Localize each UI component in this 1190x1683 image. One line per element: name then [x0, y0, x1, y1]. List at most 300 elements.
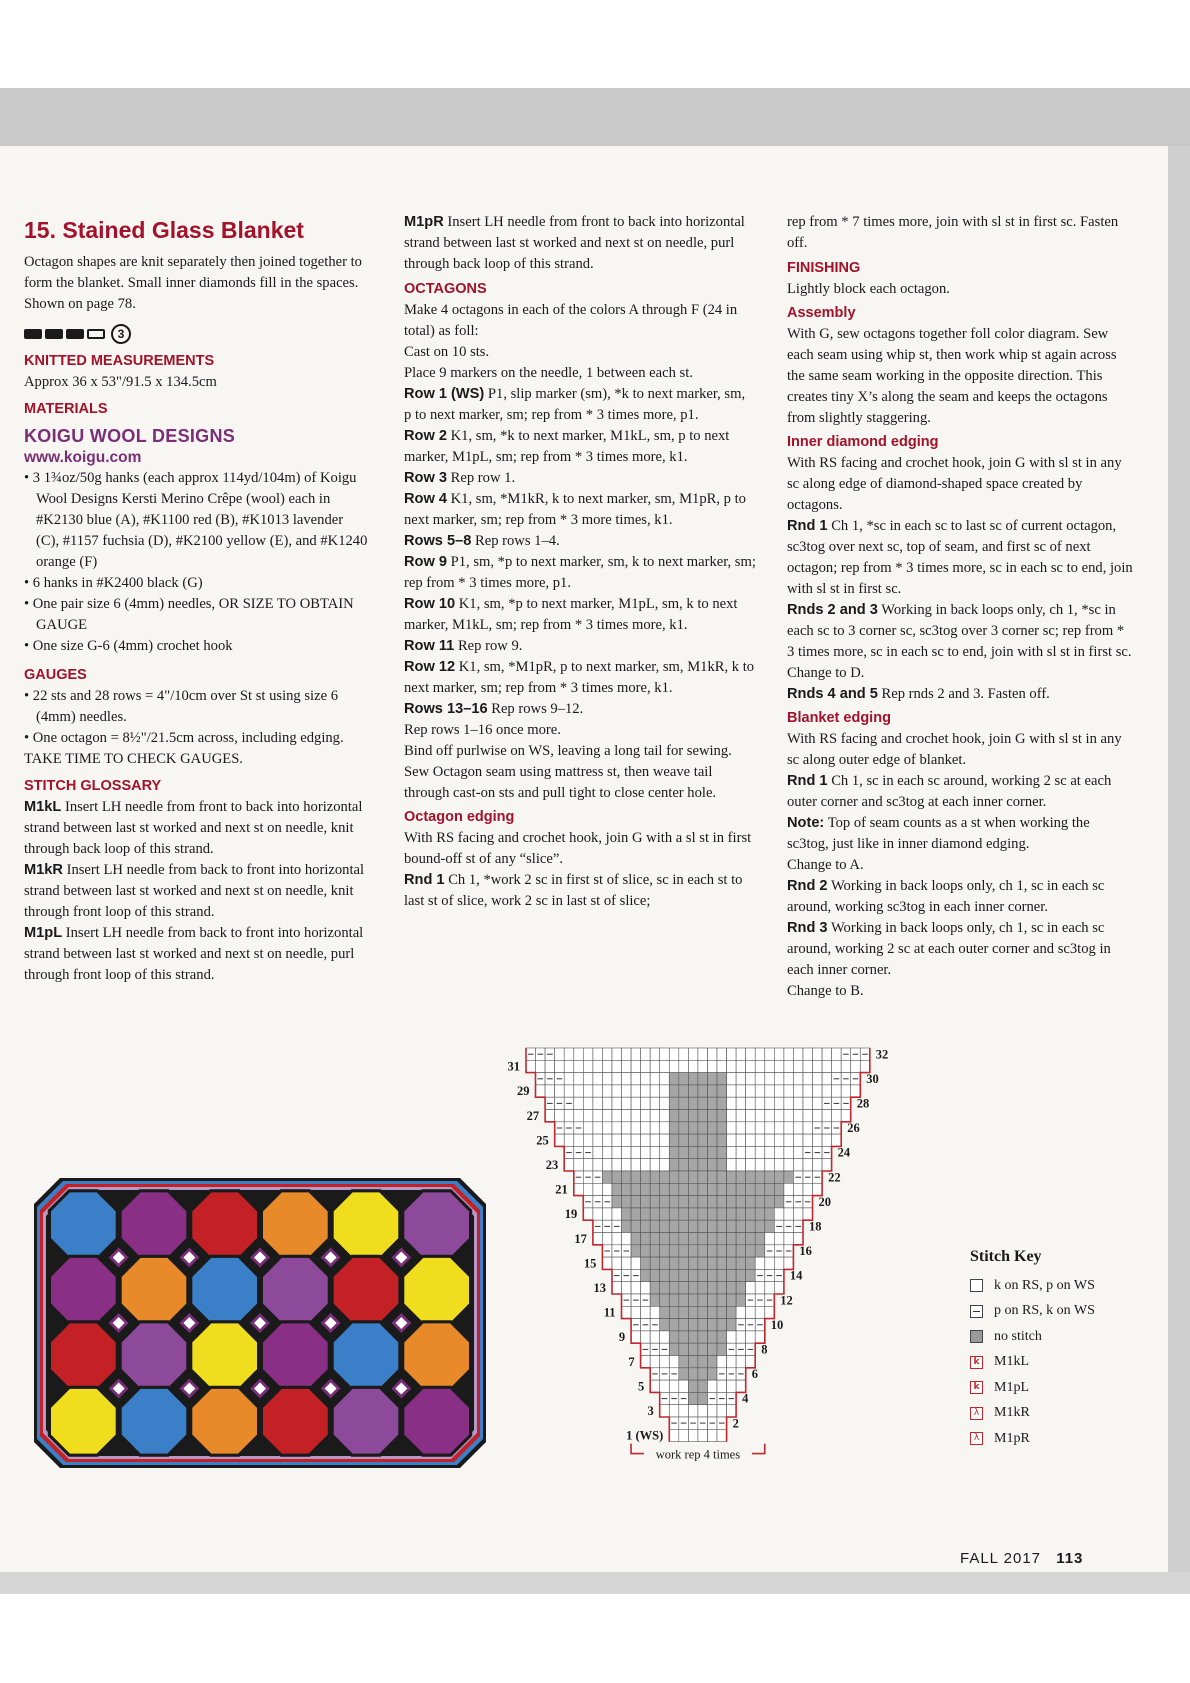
- chart-cell: [698, 1368, 708, 1380]
- chart-cell: [593, 1085, 603, 1097]
- chart-cell: [679, 1282, 689, 1294]
- finishing-heading: FINISHING: [787, 260, 861, 276]
- chart-cell: [564, 1073, 574, 1085]
- glossary-definition: Insert LH needle from front to back into horizontal strand between last st worked and next st on needle, knit through back loop of this strand.: [24, 799, 363, 857]
- chart-cell: [717, 1196, 727, 1208]
- chart-cell: [669, 1405, 679, 1417]
- row-number-left: 23: [545, 1158, 559, 1172]
- chart-cell: [622, 1208, 632, 1220]
- chart-cell: [641, 1146, 651, 1158]
- chart-cell: [727, 1306, 737, 1318]
- chart-cell: [602, 1146, 612, 1158]
- chart-cell: [650, 1269, 660, 1281]
- row-label: Row 2: [404, 428, 447, 444]
- chart-cell: [650, 1282, 660, 1294]
- chart-cell: [784, 1073, 794, 1085]
- chart-cell: [622, 1073, 632, 1085]
- chart-cell: [679, 1269, 689, 1281]
- glossary-term: M1kR: [24, 862, 63, 878]
- chart-cell: [717, 1306, 727, 1318]
- chart-cell: [755, 1085, 765, 1097]
- chart-cell: [612, 1183, 622, 1195]
- chart-cell: [755, 1233, 765, 1245]
- rnd-text: Ch 1, *sc in each sc to last sc of current octagon, sc3tog over next sc, top of seam, and first sc of next octagon; rep from * 3 times more, sc in each sc to end, join with sl st in first sc.: [787, 518, 1133, 597]
- chart-cell: [841, 1110, 851, 1122]
- chart-cell: [708, 1073, 718, 1085]
- chart-cell: [822, 1134, 832, 1146]
- octagon-block: [48, 1189, 119, 1260]
- chart-cell: [622, 1097, 632, 1109]
- chart-cell: [698, 1146, 708, 1158]
- chart-cell: [717, 1405, 727, 1417]
- chart-cell: [641, 1356, 651, 1368]
- chart-cell: [698, 1380, 708, 1392]
- chart-cell: [727, 1208, 737, 1220]
- chart-cell: [564, 1134, 574, 1146]
- blanket-edging-rnd: [787, 876, 1135, 918]
- chart-cell: [717, 1380, 727, 1392]
- chart-cell: [602, 1208, 612, 1220]
- chart-cell: [631, 1146, 641, 1158]
- chart-cell: [602, 1097, 612, 1109]
- chart-cell: [803, 1048, 813, 1060]
- chart-cell: [631, 1257, 641, 1269]
- chart-cell: [660, 1257, 670, 1269]
- chart-cell: [708, 1380, 718, 1392]
- glossary-definition: Insert LH needle from back to front into horizontal strand between last st worked and next st on needle, knit through front loop of this strand.: [24, 862, 365, 920]
- chart-cell: [841, 1060, 851, 1072]
- chart-cell: [727, 1085, 737, 1097]
- chart-cell: [708, 1060, 718, 1072]
- chart-cell: [631, 1048, 641, 1060]
- chart-cell: [746, 1122, 756, 1134]
- chart-cell: [669, 1245, 679, 1257]
- chart-cell: [688, 1245, 698, 1257]
- chart-cell: [593, 1097, 603, 1109]
- chart-cell: [574, 1183, 584, 1195]
- chart-cell: [631, 1085, 641, 1097]
- glossary-term: M1kL: [24, 799, 62, 815]
- chart-cell: [746, 1134, 756, 1146]
- chart-cell: [679, 1097, 689, 1109]
- chart-cell: [774, 1208, 784, 1220]
- row-number-right: 30: [866, 1071, 879, 1086]
- chart-cell: [803, 1122, 813, 1134]
- chart-cell: [593, 1122, 603, 1134]
- chart-cell: [746, 1146, 756, 1158]
- chart-cell: [727, 1171, 737, 1183]
- chart-cell: [755, 1183, 765, 1195]
- chart-cell: [793, 1159, 803, 1171]
- octagon-block: [48, 1386, 119, 1457]
- chart-cell: [765, 1233, 775, 1245]
- chart-cell: [602, 1110, 612, 1122]
- chart-cell: [650, 1294, 660, 1306]
- chart-cell: [708, 1257, 718, 1269]
- octagon-block: [118, 1386, 189, 1457]
- chart-cell: [813, 1110, 823, 1122]
- chart-cell: [650, 1331, 660, 1343]
- chart-cell: [746, 1060, 756, 1072]
- chart-cell: [688, 1368, 698, 1380]
- stitch-key-row: [970, 1350, 1095, 1376]
- chart-cell: [679, 1183, 689, 1195]
- chart-cell: [545, 1085, 555, 1097]
- chart-cell: [793, 1048, 803, 1060]
- row-number-left: 25: [536, 1133, 549, 1148]
- chart-cell: [564, 1060, 574, 1072]
- row-number-left: 1 (WS): [626, 1428, 664, 1443]
- chart-cell: [612, 1122, 622, 1134]
- rnd-label: Rnd 2: [787, 878, 828, 894]
- chart-cell: [679, 1085, 689, 1097]
- chart-cell: [593, 1073, 603, 1085]
- chart-cell: [755, 1220, 765, 1232]
- chart-cell: [669, 1429, 679, 1441]
- chart-cell: [679, 1343, 689, 1355]
- chart-cell: [746, 1208, 756, 1220]
- chart-cell: [784, 1183, 794, 1195]
- chart-cell: [583, 1159, 593, 1171]
- chart-cell: [660, 1110, 670, 1122]
- octagon-block: [118, 1255, 189, 1326]
- glossary-definition: Insert LH needle from back to front into horizontal strand between last st worked and next st on needle, purl through front loop of this strand.: [24, 925, 364, 983]
- page-number: 113: [1056, 1550, 1084, 1567]
- chart-cell: [669, 1306, 679, 1318]
- chart-cell: [708, 1294, 718, 1306]
- chart-cell: [774, 1159, 784, 1171]
- chart-cell: [660, 1245, 670, 1257]
- chart-cell: [622, 1220, 632, 1232]
- chart-cell: [717, 1269, 727, 1281]
- row-number-right: 28: [856, 1096, 870, 1111]
- chart-cell: [774, 1183, 784, 1195]
- row-number-left: 13: [593, 1281, 606, 1295]
- chart-cell: [746, 1331, 756, 1343]
- chart-cell: [717, 1294, 727, 1306]
- chart-cell: [660, 1060, 670, 1072]
- chart-cell: [660, 1282, 670, 1294]
- chart-cell: [650, 1208, 660, 1220]
- assembly-text: With G, sew octagons together foll color diagram. Sew each seam using whip st, then work whip st again across the same seam working in the opposite direction. This creates tiny X’s along the seam and keeps the octagons from slightly staggering.: [787, 326, 1117, 426]
- row-instructions: [404, 384, 756, 720]
- chart-cell: [669, 1356, 679, 1368]
- row-instruction: [404, 384, 756, 426]
- chart-cell: [679, 1208, 689, 1220]
- stitch-key-label: M1kL: [994, 1354, 1029, 1370]
- rnd-text: Working in back loops only, ch 1, sc in each sc around, working sc3tog in each inner corner.: [787, 878, 1105, 915]
- rnd-text: Ch 1, sc in each sc around, working 2 sc at each outer corner and sc3tog at each inner corner.: [787, 773, 1112, 810]
- chart-cell: [660, 1220, 670, 1232]
- chart-cell: [583, 1208, 593, 1220]
- chart-cell: [688, 1429, 698, 1441]
- chart-cell: [698, 1085, 708, 1097]
- chart-cell: [746, 1085, 756, 1097]
- chart-cell: [631, 1220, 641, 1232]
- chart-cell: [688, 1171, 698, 1183]
- chart-cell: [602, 1159, 612, 1171]
- chart-cell: [622, 1159, 632, 1171]
- chart-cell: [698, 1208, 708, 1220]
- chart-cell: [708, 1110, 718, 1122]
- chart-cell: [822, 1048, 832, 1060]
- chart-cell: [717, 1048, 727, 1060]
- m1kr-icon: λ: [970, 1407, 983, 1420]
- octagon-block: [48, 1255, 119, 1326]
- chart-cell: [727, 1110, 737, 1122]
- chart-cell: [784, 1134, 794, 1146]
- after-rows-line: Rep rows 1–16 once more.: [404, 722, 561, 738]
- inner-diamond-rnd: [787, 600, 1135, 663]
- chart-cell: [708, 1269, 718, 1281]
- chart-cell: [803, 1159, 813, 1171]
- chart-cell: [765, 1208, 775, 1220]
- chart-cell: [679, 1122, 689, 1134]
- chart-cell: [698, 1073, 708, 1085]
- chart-cell: [612, 1048, 622, 1060]
- row-label: Rows 5–8: [404, 533, 472, 549]
- chart-cell: [593, 1048, 603, 1060]
- chart-cell: [727, 1269, 737, 1281]
- chart-cell: [679, 1159, 689, 1171]
- chart-cell: [660, 1134, 670, 1146]
- chart-cell: [774, 1171, 784, 1183]
- chart-cell: [564, 1159, 574, 1171]
- chart-cell: [688, 1196, 698, 1208]
- chart-cell: [698, 1392, 708, 1404]
- chart-cell: [727, 1331, 737, 1343]
- chart-cell: [698, 1429, 708, 1441]
- chart-cell: [717, 1319, 727, 1331]
- chart-cell: [727, 1294, 737, 1306]
- chart-cell: [593, 1159, 603, 1171]
- chart-cell: [631, 1060, 641, 1072]
- chart-cell: [679, 1331, 689, 1343]
- octagon-knitting-chart: [498, 1042, 978, 1482]
- chart-cell: [708, 1368, 718, 1380]
- chart-cell: [669, 1282, 679, 1294]
- chart-cell: [660, 1085, 670, 1097]
- chart-cell: [583, 1073, 593, 1085]
- chart-cell: [564, 1048, 574, 1060]
- chart-cell: [660, 1073, 670, 1085]
- chart-cell: [688, 1319, 698, 1331]
- chart-cell: [660, 1208, 670, 1220]
- chart-cell: [736, 1110, 746, 1122]
- chart-cell: [602, 1085, 612, 1097]
- chart-cell: [622, 1060, 632, 1072]
- chart-cell: [803, 1183, 813, 1195]
- chart-cell: [555, 1048, 565, 1060]
- chart-cell: [593, 1060, 603, 1072]
- scan-margin-top: [0, 0, 1190, 88]
- chart-cell: [765, 1220, 775, 1232]
- octagon-block: [330, 1189, 401, 1260]
- chart-cell: [736, 1220, 746, 1232]
- row-text: K1, sm, *k to next marker, M1kL, sm, p to next marker, M1pL, sm; rep from * 3 times more, k1.: [404, 428, 730, 465]
- chart-cell: [765, 1306, 775, 1318]
- chart-cell: [641, 1048, 651, 1060]
- glossary-heading: STITCH GLOSSARY: [24, 778, 162, 794]
- octagon-block: [330, 1255, 401, 1326]
- page-footer: [960, 1550, 1083, 1567]
- row-label: Row 1 (WS): [404, 386, 485, 402]
- chart-cell: [736, 1269, 746, 1281]
- after-rows-line: Bind off purlwise on WS, leaving a long tail for sewing.: [404, 743, 732, 759]
- chart-cell: [612, 1196, 622, 1208]
- chart-cell: [612, 1208, 622, 1220]
- chart-cell: [631, 1208, 641, 1220]
- chart-cell: [536, 1085, 546, 1097]
- chart-cell: [622, 1110, 632, 1122]
- chart-cell: [698, 1233, 708, 1245]
- column-middle: [404, 212, 756, 912]
- chart-cell: [708, 1220, 718, 1232]
- chart-cell: [669, 1122, 679, 1134]
- purl-stitch-icon: [970, 1305, 983, 1318]
- chart-cell: [631, 1097, 641, 1109]
- chart-cell: [612, 1085, 622, 1097]
- chart-cell: [803, 1073, 813, 1085]
- scan-shadow-band-bottom: [0, 1572, 1190, 1594]
- chart-cell: [660, 1380, 670, 1392]
- chart-cell: [688, 1282, 698, 1294]
- octagon-block: [401, 1189, 472, 1260]
- chart-cell: [727, 1159, 737, 1171]
- chart-cell: [784, 1110, 794, 1122]
- row-number-right: 20: [818, 1194, 831, 1209]
- chart-cell: [574, 1085, 584, 1097]
- chart-cell: [688, 1110, 698, 1122]
- chart-cell: [679, 1233, 689, 1245]
- chart-cell: [708, 1319, 718, 1331]
- chart-cell: [641, 1122, 651, 1134]
- stitch-key-label: M1pR: [994, 1430, 1030, 1446]
- chart-cell: [688, 1122, 698, 1134]
- chart-cell: [583, 1134, 593, 1146]
- chart-cell: [593, 1146, 603, 1158]
- octagons-heading: OCTAGONS: [404, 281, 487, 297]
- chart-cell: [708, 1343, 718, 1355]
- chart-cell: [660, 1233, 670, 1245]
- blanket-edging-rnd: [787, 918, 1135, 981]
- chart-cell: [622, 1134, 632, 1146]
- row-label: Row 4: [404, 491, 447, 507]
- chart-cell: [736, 1245, 746, 1257]
- brand-link[interactable]: www.koigu.com: [24, 449, 142, 466]
- row-number-left: 9: [618, 1330, 626, 1345]
- chart-cell: [765, 1073, 775, 1085]
- chart-cell: [641, 1060, 651, 1072]
- stitch-key-label: M1pL: [994, 1379, 1029, 1395]
- chart-cell: [746, 1220, 756, 1232]
- chart-cell: [755, 1097, 765, 1109]
- gauge-item: • One octagon = 8½"/21.5cm across, including edging.: [24, 728, 369, 749]
- chart-cell: [708, 1208, 718, 1220]
- stitch-key-label: M1kR: [994, 1405, 1030, 1421]
- row-text: K1, sm, *p to next marker, M1pL, sm, k to next marker, M1kL, sm; rep from * 3 times more, k1.: [404, 596, 738, 633]
- chart-cell: [650, 1196, 660, 1208]
- chart-cell: [679, 1380, 689, 1392]
- chart-cell: [727, 1245, 737, 1257]
- stitch-key-row: [970, 1401, 1095, 1427]
- chart-cell: [746, 1282, 756, 1294]
- scan-shadow-band: [0, 88, 1190, 146]
- octagon-block: [118, 1189, 189, 1260]
- row-number-left: 3: [647, 1404, 654, 1418]
- chart-cell: [679, 1060, 689, 1072]
- chart-cell: [813, 1073, 823, 1085]
- chart-cell: [717, 1233, 727, 1245]
- chart-cell: [736, 1085, 746, 1097]
- octagon-block: [330, 1320, 401, 1391]
- chart-cell: [793, 1208, 803, 1220]
- chart-cell: [650, 1122, 660, 1134]
- chart-cell: [774, 1122, 784, 1134]
- chart-cell: [631, 1233, 641, 1245]
- row-number-right: 22: [828, 1170, 841, 1185]
- chart-cell: [631, 1282, 641, 1294]
- chart-cell: [755, 1048, 765, 1060]
- chart-cell: [574, 1134, 584, 1146]
- chart-cell: [774, 1060, 784, 1072]
- chart-cell: [650, 1146, 660, 1158]
- chart-cell: [641, 1085, 651, 1097]
- octagon-edging-rnd: [404, 870, 756, 912]
- inner-diamond-rnd: [787, 516, 1135, 600]
- chart-cell: [698, 1306, 708, 1318]
- m1pl-icon: 𝗸: [970, 1381, 983, 1394]
- octagon-block: [260, 1255, 331, 1326]
- chart-cell: [602, 1134, 612, 1146]
- knit-stitch-icon: [970, 1279, 983, 1292]
- chart-cell: [813, 1134, 823, 1146]
- chart-cell: [698, 1183, 708, 1195]
- octagon-block: [401, 1255, 472, 1326]
- chart-cell: [727, 1146, 737, 1158]
- chart-cell: [736, 1183, 746, 1195]
- chart-cell: [755, 1208, 765, 1220]
- chart-cell: [660, 1269, 670, 1281]
- chart-cell: [679, 1294, 689, 1306]
- chart-cell: [727, 1233, 737, 1245]
- chart-cell: [688, 1294, 698, 1306]
- chart-cell: [631, 1183, 641, 1195]
- chart-cell: [574, 1097, 584, 1109]
- chart-cell: [698, 1269, 708, 1281]
- chart-cell: [755, 1134, 765, 1146]
- row-instruction: [404, 531, 756, 552]
- chart-cell: [717, 1257, 727, 1269]
- chart-cell: [736, 1159, 746, 1171]
- chart-cell: [612, 1257, 622, 1269]
- change-color-a: Change to A.: [787, 857, 864, 873]
- row-number-left: 7: [628, 1354, 635, 1369]
- row-number-right: 6: [751, 1367, 758, 1382]
- chart-cell: [765, 1110, 775, 1122]
- chart-cell: [793, 1183, 803, 1195]
- chart-cell: [698, 1171, 708, 1183]
- octagon-block: [330, 1386, 401, 1457]
- chart-cell: [650, 1110, 660, 1122]
- chart-cell: [698, 1060, 708, 1072]
- chart-cell: [669, 1171, 679, 1183]
- chart-cell: [641, 1183, 651, 1195]
- chart-cell: [727, 1060, 737, 1072]
- chart-cell: [688, 1331, 698, 1343]
- octagon-block: [260, 1189, 331, 1260]
- chart-cell: [717, 1159, 727, 1171]
